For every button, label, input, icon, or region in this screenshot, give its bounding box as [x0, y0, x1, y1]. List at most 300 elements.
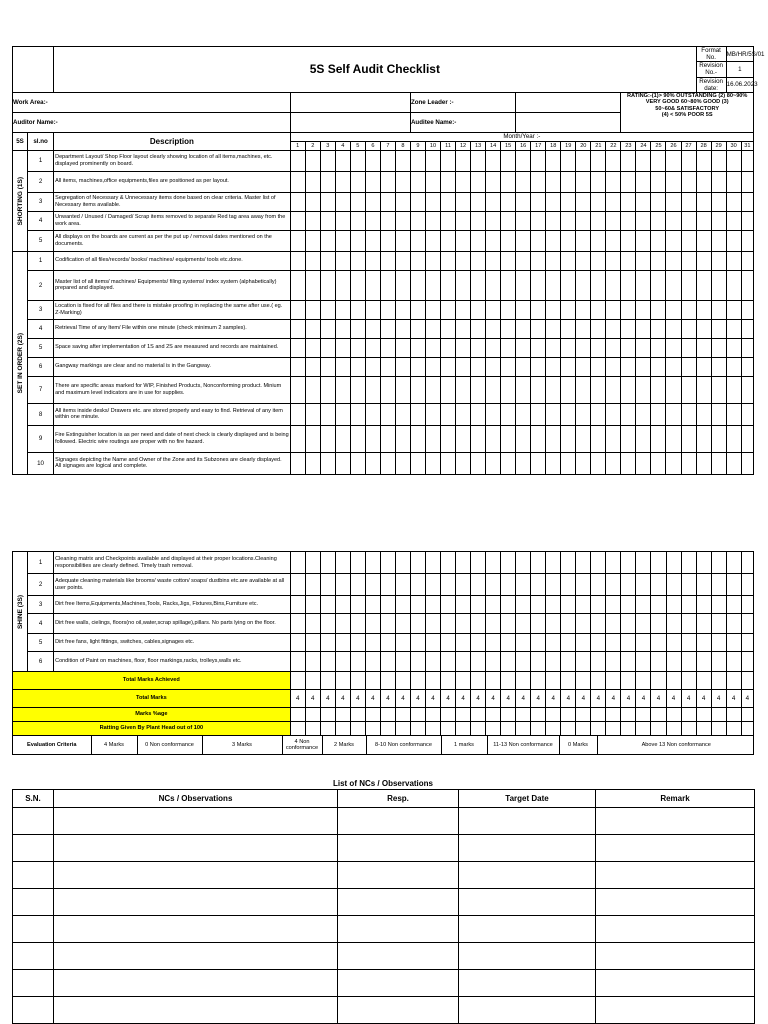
nc-cell[interactable]	[54, 808, 338, 835]
shine_items-5-day-31-cell[interactable]	[741, 634, 753, 652]
order_items-10-day-18-cell[interactable]	[546, 452, 561, 474]
total-marks-achieved-day-10-cell[interactable]	[426, 672, 441, 690]
order_items-9-day-28-cell[interactable]	[696, 425, 711, 452]
order_items-7-day-23-cell[interactable]	[621, 376, 636, 403]
sorting_items-5-day-16-cell[interactable]	[516, 230, 531, 251]
order_items-1-day-17-cell[interactable]	[531, 251, 546, 270]
order_items-1-day-22-cell[interactable]	[606, 251, 621, 270]
marks-percentage-day-1-cell[interactable]	[290, 708, 305, 722]
sorting_items-5-day-22-cell[interactable]	[606, 230, 621, 251]
shine_items-5-day-23-cell[interactable]	[621, 634, 636, 652]
shine_items-4-day-20-cell[interactable]	[576, 614, 591, 634]
sorting_items-3-day-19-cell[interactable]	[561, 192, 576, 211]
marks-percentage-day-6-cell[interactable]	[365, 708, 380, 722]
order_items-3-day-28-cell[interactable]	[696, 300, 711, 319]
order_items-3-day-31-cell[interactable]	[741, 300, 753, 319]
order_items-5-day-26-cell[interactable]	[666, 338, 681, 357]
sorting_items-5-day-20-cell[interactable]	[576, 230, 591, 251]
order_items-7-day-15-cell[interactable]	[501, 376, 516, 403]
shine_items-3-day-5-cell[interactable]	[350, 596, 365, 614]
order_items-4-day-21-cell[interactable]	[591, 319, 606, 338]
shine_items-6-day-8-cell[interactable]	[395, 652, 410, 672]
order_items-10-day-20-cell[interactable]	[576, 452, 591, 474]
sorting_items-4-day-18-cell[interactable]	[546, 211, 561, 230]
sorting_items-5-day-30-cell[interactable]	[726, 230, 741, 251]
order_items-6-day-12-cell[interactable]	[456, 357, 471, 376]
order_items-1-day-27-cell[interactable]	[681, 251, 696, 270]
sorting_items-5-day-25-cell[interactable]	[651, 230, 666, 251]
order_items-10-day-12-cell[interactable]	[456, 452, 471, 474]
shine_items-1-day-8-cell[interactable]	[395, 552, 410, 574]
sorting_items-1-day-8-cell[interactable]	[395, 150, 410, 171]
sorting_items-5-day-1-cell[interactable]	[290, 230, 305, 251]
sorting_items-4-day-10-cell[interactable]	[425, 211, 440, 230]
order_items-5-day-30-cell[interactable]	[726, 338, 741, 357]
sorting_items-2-day-11-cell[interactable]	[441, 171, 456, 192]
order_items-10-day-7-cell[interactable]	[380, 452, 395, 474]
total-marks-day-29-cell[interactable]: 4	[711, 690, 726, 708]
sorting_items-2-day-20-cell[interactable]	[576, 171, 591, 192]
marks-percentage-day-4-cell[interactable]	[335, 708, 350, 722]
sorting_items-4-day-4-cell[interactable]	[335, 211, 350, 230]
order_items-8-day-25-cell[interactable]	[651, 403, 666, 425]
sorting_items-2-day-10-cell[interactable]	[425, 171, 440, 192]
total-marks-day-7-cell[interactable]: 4	[380, 690, 395, 708]
sorting_items-2-day-18-cell[interactable]	[546, 171, 561, 192]
order_items-2-day-3-cell[interactable]	[320, 270, 335, 300]
shine_items-2-day-11-cell[interactable]	[441, 574, 456, 596]
order_items-8-day-14-cell[interactable]	[486, 403, 501, 425]
sorting_items-4-day-6-cell[interactable]	[365, 211, 380, 230]
total-marks-achieved-day-4-cell[interactable]	[335, 672, 350, 690]
order_items-1-day-11-cell[interactable]	[441, 251, 456, 270]
sorting_items-1-day-15-cell[interactable]	[501, 150, 516, 171]
total-marks-achieved-day-8-cell[interactable]	[395, 672, 410, 690]
shine_items-1-day-4-cell[interactable]	[335, 552, 350, 574]
order_items-4-day-18-cell[interactable]	[546, 319, 561, 338]
shine_items-4-day-2-cell[interactable]	[305, 614, 320, 634]
work-area-field[interactable]: Work Area:-	[13, 92, 291, 112]
order_items-3-day-5-cell[interactable]	[350, 300, 365, 319]
order_items-6-day-16-cell[interactable]	[516, 357, 531, 376]
order_items-10-day-15-cell[interactable]	[501, 452, 516, 474]
sorting_items-2-day-29-cell[interactable]	[711, 171, 726, 192]
shine_items-3-day-4-cell[interactable]	[335, 596, 350, 614]
nc-cell[interactable]	[338, 997, 459, 1024]
shine_items-6-day-23-cell[interactable]	[621, 652, 636, 672]
nc-cell[interactable]	[13, 808, 54, 835]
order_items-3-day-14-cell[interactable]	[486, 300, 501, 319]
order_items-4-day-26-cell[interactable]	[666, 319, 681, 338]
order_items-4-day-2-cell[interactable]	[305, 319, 320, 338]
nc-cell[interactable]	[54, 916, 338, 943]
order_items-8-day-23-cell[interactable]	[621, 403, 636, 425]
total-marks-day-5-cell[interactable]: 4	[350, 690, 365, 708]
shine_items-6-day-21-cell[interactable]	[591, 652, 606, 672]
total-marks-achieved-day-6-cell[interactable]	[365, 672, 380, 690]
order_items-3-day-23-cell[interactable]	[621, 300, 636, 319]
plant-head-rating-day-25-cell[interactable]	[651, 722, 666, 736]
sorting_items-4-day-15-cell[interactable]	[501, 211, 516, 230]
nc-cell[interactable]	[596, 916, 755, 943]
marks-percentage-day-15-cell[interactable]	[501, 708, 516, 722]
order_items-8-day-11-cell[interactable]	[441, 403, 456, 425]
order_items-7-day-30-cell[interactable]	[726, 376, 741, 403]
shine_items-6-day-28-cell[interactable]	[696, 652, 711, 672]
shine_items-6-day-5-cell[interactable]	[350, 652, 365, 672]
sorting_items-1-day-25-cell[interactable]	[651, 150, 666, 171]
order_items-7-day-19-cell[interactable]	[561, 376, 576, 403]
nc-cell[interactable]	[596, 997, 755, 1024]
order_items-7-day-18-cell[interactable]	[546, 376, 561, 403]
shine_items-4-day-14-cell[interactable]	[486, 614, 501, 634]
sorting_items-4-day-13-cell[interactable]	[471, 211, 486, 230]
order_items-1-day-2-cell[interactable]	[305, 251, 320, 270]
shine_items-4-day-3-cell[interactable]	[320, 614, 335, 634]
shine_items-3-day-17-cell[interactable]	[531, 596, 546, 614]
sorting_items-3-day-3-cell[interactable]	[320, 192, 335, 211]
order_items-5-day-13-cell[interactable]	[471, 338, 486, 357]
shine_items-2-day-22-cell[interactable]	[606, 574, 621, 596]
shine_items-6-day-10-cell[interactable]	[426, 652, 441, 672]
sorting_items-2-day-16-cell[interactable]	[516, 171, 531, 192]
shine_items-1-day-21-cell[interactable]	[591, 552, 606, 574]
order_items-9-day-16-cell[interactable]	[516, 425, 531, 452]
sorting_items-1-day-9-cell[interactable]	[410, 150, 425, 171]
order_items-9-day-1-cell[interactable]	[290, 425, 305, 452]
order_items-2-day-6-cell[interactable]	[365, 270, 380, 300]
shine_items-1-day-23-cell[interactable]	[621, 552, 636, 574]
sorting_items-3-day-29-cell[interactable]	[711, 192, 726, 211]
shine_items-1-day-27-cell[interactable]	[681, 552, 696, 574]
shine_items-3-day-18-cell[interactable]	[546, 596, 561, 614]
plant-head-rating-day-31-cell[interactable]	[741, 722, 753, 736]
order_items-7-day-14-cell[interactable]	[486, 376, 501, 403]
nc-cell[interactable]	[596, 835, 755, 862]
sorting_items-2-day-14-cell[interactable]	[486, 171, 501, 192]
sorting_items-3-day-8-cell[interactable]	[395, 192, 410, 211]
order_items-3-day-7-cell[interactable]	[380, 300, 395, 319]
order_items-6-day-7-cell[interactable]	[380, 357, 395, 376]
order_items-1-day-18-cell[interactable]	[546, 251, 561, 270]
marks-percentage-day-22-cell[interactable]	[606, 708, 621, 722]
sorting_items-2-day-24-cell[interactable]	[636, 171, 651, 192]
shine_items-5-day-20-cell[interactable]	[576, 634, 591, 652]
sorting_items-5-day-3-cell[interactable]	[320, 230, 335, 251]
sorting_items-1-day-13-cell[interactable]	[471, 150, 486, 171]
nc-cell[interactable]	[338, 970, 459, 997]
order_items-10-day-3-cell[interactable]	[320, 452, 335, 474]
sorting_items-4-day-17-cell[interactable]	[531, 211, 546, 230]
sorting_items-5-day-7-cell[interactable]	[380, 230, 395, 251]
shine_items-2-day-27-cell[interactable]	[681, 574, 696, 596]
sorting_items-1-day-2-cell[interactable]	[305, 150, 320, 171]
total-marks-achieved-day-5-cell[interactable]	[350, 672, 365, 690]
order_items-3-day-3-cell[interactable]	[320, 300, 335, 319]
shine_items-2-day-21-cell[interactable]	[591, 574, 606, 596]
order_items-2-day-1-cell[interactable]	[290, 270, 305, 300]
shine_items-5-day-30-cell[interactable]	[726, 634, 741, 652]
total-marks-day-16-cell[interactable]: 4	[516, 690, 531, 708]
total-marks-achieved-day-18-cell[interactable]	[546, 672, 561, 690]
order_items-6-day-25-cell[interactable]	[651, 357, 666, 376]
order_items-8-day-17-cell[interactable]	[531, 403, 546, 425]
order_items-9-day-25-cell[interactable]	[651, 425, 666, 452]
order_items-9-day-7-cell[interactable]	[380, 425, 395, 452]
marks-percentage-day-28-cell[interactable]	[696, 708, 711, 722]
shine_items-1-day-9-cell[interactable]	[410, 552, 425, 574]
order_items-2-day-13-cell[interactable]	[471, 270, 486, 300]
plant-head-rating-day-11-cell[interactable]	[441, 722, 456, 736]
order_items-8-day-20-cell[interactable]	[576, 403, 591, 425]
shine_items-1-day-29-cell[interactable]	[711, 552, 726, 574]
shine_items-3-day-24-cell[interactable]	[636, 596, 651, 614]
shine_items-4-day-22-cell[interactable]	[606, 614, 621, 634]
order_items-5-day-19-cell[interactable]	[561, 338, 576, 357]
order_items-4-day-31-cell[interactable]	[741, 319, 753, 338]
order_items-6-day-18-cell[interactable]	[546, 357, 561, 376]
order_items-3-day-8-cell[interactable]	[395, 300, 410, 319]
sorting_items-2-day-26-cell[interactable]	[666, 171, 681, 192]
order_items-7-day-9-cell[interactable]	[410, 376, 425, 403]
order_items-3-day-19-cell[interactable]	[561, 300, 576, 319]
order_items-5-day-27-cell[interactable]	[681, 338, 696, 357]
sorting_items-4-day-27-cell[interactable]	[681, 211, 696, 230]
order_items-1-day-10-cell[interactable]	[425, 251, 440, 270]
shine_items-1-day-24-cell[interactable]	[636, 552, 651, 574]
zone-leader-field[interactable]: Zone Leader :-	[410, 92, 515, 112]
shine_items-5-day-1-cell[interactable]	[290, 634, 305, 652]
total-marks-achieved-day-15-cell[interactable]	[501, 672, 516, 690]
order_items-3-day-10-cell[interactable]	[425, 300, 440, 319]
order_items-7-day-24-cell[interactable]	[636, 376, 651, 403]
order_items-9-day-23-cell[interactable]	[621, 425, 636, 452]
marks-percentage-day-25-cell[interactable]	[651, 708, 666, 722]
sorting_items-2-day-25-cell[interactable]	[651, 171, 666, 192]
shine_items-3-day-11-cell[interactable]	[441, 596, 456, 614]
order_items-3-day-4-cell[interactable]	[335, 300, 350, 319]
plant-head-rating-day-22-cell[interactable]	[606, 722, 621, 736]
shine_items-1-day-13-cell[interactable]	[471, 552, 486, 574]
order_items-6-day-8-cell[interactable]	[395, 357, 410, 376]
sorting_items-4-day-14-cell[interactable]	[486, 211, 501, 230]
shine_items-3-day-21-cell[interactable]	[591, 596, 606, 614]
order_items-10-day-9-cell[interactable]	[410, 452, 425, 474]
marks-percentage-day-20-cell[interactable]	[576, 708, 591, 722]
shine_items-4-day-16-cell[interactable]	[516, 614, 531, 634]
shine_items-1-day-10-cell[interactable]	[426, 552, 441, 574]
sorting_items-1-day-17-cell[interactable]	[531, 150, 546, 171]
order_items-2-day-7-cell[interactable]	[380, 270, 395, 300]
order_items-7-day-27-cell[interactable]	[681, 376, 696, 403]
shine_items-4-day-10-cell[interactable]	[426, 614, 441, 634]
sorting_items-1-day-10-cell[interactable]	[425, 150, 440, 171]
total-marks-achieved-day-9-cell[interactable]	[410, 672, 425, 690]
order_items-10-day-25-cell[interactable]	[651, 452, 666, 474]
total-marks-achieved-day-2-cell[interactable]	[305, 672, 320, 690]
order_items-7-day-21-cell[interactable]	[591, 376, 606, 403]
total-marks-achieved-day-30-cell[interactable]	[726, 672, 741, 690]
order_items-1-day-31-cell[interactable]	[741, 251, 753, 270]
shine_items-3-day-7-cell[interactable]	[380, 596, 395, 614]
nc-cell[interactable]	[459, 943, 596, 970]
order_items-6-day-1-cell[interactable]	[290, 357, 305, 376]
order_items-9-day-30-cell[interactable]	[726, 425, 741, 452]
order_items-9-day-5-cell[interactable]	[350, 425, 365, 452]
order_items-7-day-7-cell[interactable]	[380, 376, 395, 403]
order_items-6-day-11-cell[interactable]	[441, 357, 456, 376]
order_items-2-day-11-cell[interactable]	[441, 270, 456, 300]
sorting_items-4-day-22-cell[interactable]	[606, 211, 621, 230]
total-marks-day-26-cell[interactable]: 4	[666, 690, 681, 708]
sorting_items-3-day-30-cell[interactable]	[726, 192, 741, 211]
zone-leader-value[interactable]	[516, 92, 621, 112]
order_items-9-day-8-cell[interactable]	[395, 425, 410, 452]
order_items-6-day-30-cell[interactable]	[726, 357, 741, 376]
shine_items-6-day-7-cell[interactable]	[380, 652, 395, 672]
order_items-1-day-20-cell[interactable]	[576, 251, 591, 270]
sorting_items-2-day-2-cell[interactable]	[305, 171, 320, 192]
shine_items-3-day-30-cell[interactable]	[726, 596, 741, 614]
shine_items-4-day-6-cell[interactable]	[365, 614, 380, 634]
plant-head-rating-day-21-cell[interactable]	[591, 722, 606, 736]
shine_items-4-day-13-cell[interactable]	[471, 614, 486, 634]
order_items-4-day-8-cell[interactable]	[395, 319, 410, 338]
order_items-8-day-30-cell[interactable]	[726, 403, 741, 425]
shine_items-3-day-13-cell[interactable]	[471, 596, 486, 614]
order_items-1-day-25-cell[interactable]	[651, 251, 666, 270]
order_items-6-day-9-cell[interactable]	[410, 357, 425, 376]
shine_items-1-day-17-cell[interactable]	[531, 552, 546, 574]
plant-head-rating-day-9-cell[interactable]	[410, 722, 425, 736]
total-marks-achieved-day-22-cell[interactable]	[606, 672, 621, 690]
sorting_items-4-day-26-cell[interactable]	[666, 211, 681, 230]
plant-head-rating-day-18-cell[interactable]	[546, 722, 561, 736]
shine_items-2-day-18-cell[interactable]	[546, 574, 561, 596]
sorting_items-3-day-14-cell[interactable]	[486, 192, 501, 211]
order_items-1-day-9-cell[interactable]	[410, 251, 425, 270]
total-marks-achieved-day-24-cell[interactable]	[636, 672, 651, 690]
sorting_items-5-day-12-cell[interactable]	[456, 230, 471, 251]
order_items-4-day-14-cell[interactable]	[486, 319, 501, 338]
order_items-10-day-23-cell[interactable]	[621, 452, 636, 474]
nc-cell[interactable]	[459, 916, 596, 943]
order_items-7-day-5-cell[interactable]	[350, 376, 365, 403]
order_items-3-day-24-cell[interactable]	[636, 300, 651, 319]
shine_items-6-day-19-cell[interactable]	[561, 652, 576, 672]
order_items-3-day-22-cell[interactable]	[606, 300, 621, 319]
shine_items-3-day-29-cell[interactable]	[711, 596, 726, 614]
order_items-6-day-2-cell[interactable]	[305, 357, 320, 376]
order_items-2-day-23-cell[interactable]	[621, 270, 636, 300]
order_items-1-day-12-cell[interactable]	[456, 251, 471, 270]
shine_items-6-day-13-cell[interactable]	[471, 652, 486, 672]
shine_items-3-day-20-cell[interactable]	[576, 596, 591, 614]
order_items-9-day-13-cell[interactable]	[471, 425, 486, 452]
sorting_items-5-day-9-cell[interactable]	[410, 230, 425, 251]
sorting_items-4-day-3-cell[interactable]	[320, 211, 335, 230]
sorting_items-2-day-15-cell[interactable]	[501, 171, 516, 192]
order_items-9-day-6-cell[interactable]	[365, 425, 380, 452]
shine_items-3-day-15-cell[interactable]	[501, 596, 516, 614]
order_items-5-day-10-cell[interactable]	[425, 338, 440, 357]
sorting_items-5-day-2-cell[interactable]	[305, 230, 320, 251]
nc-cell[interactable]	[54, 862, 338, 889]
total-marks-achieved-day-19-cell[interactable]	[561, 672, 576, 690]
marks-percentage-day-14-cell[interactable]	[486, 708, 501, 722]
order_items-1-day-4-cell[interactable]	[335, 251, 350, 270]
order_items-6-day-13-cell[interactable]	[471, 357, 486, 376]
order_items-10-day-28-cell[interactable]	[696, 452, 711, 474]
sorting_items-3-day-25-cell[interactable]	[651, 192, 666, 211]
nc-cell[interactable]	[459, 862, 596, 889]
shine_items-5-day-3-cell[interactable]	[320, 634, 335, 652]
sorting_items-1-day-30-cell[interactable]	[726, 150, 741, 171]
order_items-6-day-14-cell[interactable]	[486, 357, 501, 376]
shine_items-6-day-25-cell[interactable]	[651, 652, 666, 672]
total-marks-day-28-cell[interactable]: 4	[696, 690, 711, 708]
nc-cell[interactable]	[459, 970, 596, 997]
sorting_items-3-day-16-cell[interactable]	[516, 192, 531, 211]
order_items-4-day-1-cell[interactable]	[290, 319, 305, 338]
shine_items-4-day-18-cell[interactable]	[546, 614, 561, 634]
order_items-8-day-3-cell[interactable]	[320, 403, 335, 425]
order_items-6-day-10-cell[interactable]	[425, 357, 440, 376]
sorting_items-1-day-28-cell[interactable]	[696, 150, 711, 171]
sorting_items-3-day-31-cell[interactable]	[741, 192, 753, 211]
sorting_items-1-day-16-cell[interactable]	[516, 150, 531, 171]
order_items-2-day-18-cell[interactable]	[546, 270, 561, 300]
order_items-9-day-12-cell[interactable]	[456, 425, 471, 452]
sorting_items-4-day-29-cell[interactable]	[711, 211, 726, 230]
sorting_items-4-day-24-cell[interactable]	[636, 211, 651, 230]
shine_items-2-day-2-cell[interactable]	[305, 574, 320, 596]
order_items-5-day-21-cell[interactable]	[591, 338, 606, 357]
order_items-8-day-2-cell[interactable]	[305, 403, 320, 425]
sorting_items-4-day-21-cell[interactable]	[591, 211, 606, 230]
total-marks-achieved-day-26-cell[interactable]	[666, 672, 681, 690]
shine_items-6-day-26-cell[interactable]	[666, 652, 681, 672]
plant-head-rating-day-1-cell[interactable]	[290, 722, 305, 736]
shine_items-2-day-25-cell[interactable]	[651, 574, 666, 596]
nc-cell[interactable]	[54, 889, 338, 916]
order_items-5-day-22-cell[interactable]	[606, 338, 621, 357]
sorting_items-3-day-22-cell[interactable]	[606, 192, 621, 211]
total-marks-achieved-day-25-cell[interactable]	[651, 672, 666, 690]
shine_items-6-day-2-cell[interactable]	[305, 652, 320, 672]
order_items-5-day-12-cell[interactable]	[456, 338, 471, 357]
sorting_items-5-day-27-cell[interactable]	[681, 230, 696, 251]
order_items-2-day-29-cell[interactable]	[711, 270, 726, 300]
sorting_items-4-day-5-cell[interactable]	[350, 211, 365, 230]
order_items-7-day-25-cell[interactable]	[651, 376, 666, 403]
order_items-1-day-3-cell[interactable]	[320, 251, 335, 270]
order_items-3-day-25-cell[interactable]	[651, 300, 666, 319]
shine_items-2-day-28-cell[interactable]	[696, 574, 711, 596]
order_items-1-day-30-cell[interactable]	[726, 251, 741, 270]
total-marks-day-31-cell[interactable]: 4	[741, 690, 753, 708]
sorting_items-4-day-31-cell[interactable]	[741, 211, 753, 230]
order_items-1-day-29-cell[interactable]	[711, 251, 726, 270]
sorting_items-4-day-30-cell[interactable]	[726, 211, 741, 230]
order_items-7-day-20-cell[interactable]	[576, 376, 591, 403]
order_items-6-day-3-cell[interactable]	[320, 357, 335, 376]
sorting_items-4-day-23-cell[interactable]	[621, 211, 636, 230]
shine_items-6-day-1-cell[interactable]	[290, 652, 305, 672]
marks-percentage-day-2-cell[interactable]	[305, 708, 320, 722]
shine_items-2-day-13-cell[interactable]	[471, 574, 486, 596]
order_items-9-day-3-cell[interactable]	[320, 425, 335, 452]
